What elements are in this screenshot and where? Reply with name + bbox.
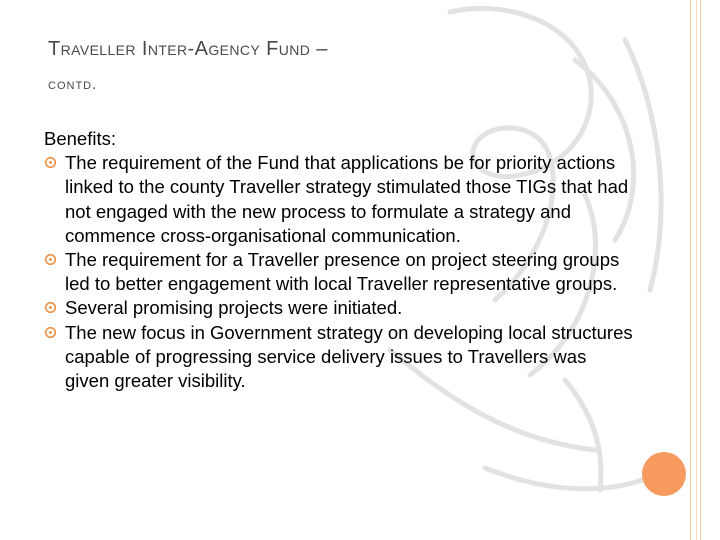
benefit-item bbox=[44, 296, 634, 320]
benefit-text: The requirement for a Traveller presence on project steering groups led to better engagement with local Traveller representative groups. bbox=[65, 249, 620, 295]
right-rule-line bbox=[696, 0, 697, 540]
benefit-item bbox=[44, 321, 634, 394]
benefits-label: Benefits: bbox=[44, 128, 116, 149]
right-rule-line bbox=[700, 0, 701, 540]
benefit-text: The requirement of the Fund that applications be for priority actions linked to the county Traveller strategy stimulated those TIGs that had not engaged with the new process to formulate a strategy and commence cross-organisational communication. bbox=[65, 152, 629, 246]
circle-bullet-icon bbox=[44, 156, 57, 169]
slide-title bbox=[48, 34, 648, 96]
benefit-item bbox=[44, 248, 634, 296]
title-line-1: Traveller Inter-Agency Fund – bbox=[48, 38, 328, 60]
benefit-text: Several promising projects were initiated. bbox=[65, 297, 403, 319]
benefit-text: The new focus in Government strategy on developing local structures capable of progressing service delivery issues to Travellers was given greater visibility. bbox=[65, 321, 633, 392]
benefits-list bbox=[44, 151, 634, 393]
benefit-item bbox=[44, 151, 634, 248]
right-rule-line bbox=[690, 0, 691, 540]
orange-circle-decoration bbox=[642, 452, 686, 496]
circle-bullet-icon bbox=[44, 301, 57, 314]
slide-body bbox=[44, 127, 634, 393]
title-line-2: contd. bbox=[48, 76, 98, 93]
circle-bullet-icon bbox=[44, 326, 57, 339]
circle-bullet-icon bbox=[44, 253, 57, 266]
